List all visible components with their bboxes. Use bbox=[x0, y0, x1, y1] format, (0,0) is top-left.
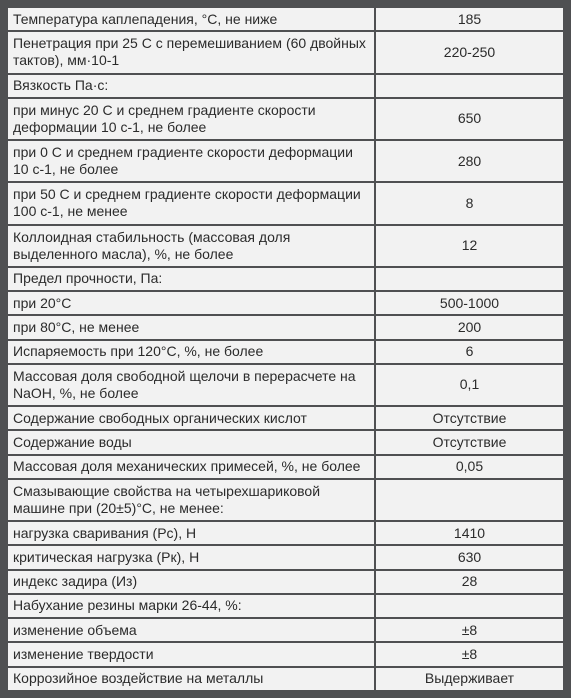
property-value-cell: 8 bbox=[376, 183, 563, 223]
property-name-cell: критическая нагрузка (Рк), Н bbox=[8, 546, 374, 568]
property-name-cell: Испаряемость при 120°С, %, не более bbox=[8, 341, 374, 363]
table-row bbox=[8, 341, 563, 363]
property-value-cell: 1410 bbox=[376, 522, 563, 544]
property-name-cell: Коррозийное воздействие на металлы bbox=[8, 668, 374, 690]
property-value-cell: Отсутствие bbox=[376, 407, 563, 429]
property-value-cell bbox=[376, 268, 563, 290]
table-row bbox=[8, 316, 563, 338]
property-name-cell: Набухание резины марки 26-44, %: bbox=[8, 595, 374, 617]
property-value-cell: Отсутствие bbox=[376, 431, 563, 453]
properties-table bbox=[6, 6, 565, 692]
table-row bbox=[8, 522, 563, 544]
property-name-cell: Вязкость Па·с: bbox=[8, 75, 374, 97]
property-name-cell: Предел прочности, Па: bbox=[8, 268, 374, 290]
table-row bbox=[8, 595, 563, 617]
property-name-cell: при 20°С bbox=[8, 292, 374, 314]
table-row bbox=[8, 480, 563, 520]
property-value-cell: 185 bbox=[376, 8, 563, 30]
property-name-cell: Температура каплепадения, °С, не ниже bbox=[8, 8, 374, 30]
property-value-cell: 500-1000 bbox=[376, 292, 563, 314]
property-name-cell: при 0 С и среднем градиенте скорости деформации 10 с-1, не более bbox=[8, 141, 374, 181]
property-value-cell: 6 bbox=[376, 341, 563, 363]
property-name-cell: при 80°С, не менее bbox=[8, 316, 374, 338]
properties-table-body bbox=[8, 8, 563, 690]
property-name-cell: Содержание воды bbox=[8, 431, 374, 453]
property-name-cell: индекс задира (Из) bbox=[8, 571, 374, 593]
property-value-cell: Выдерживает bbox=[376, 668, 563, 690]
property-value-cell bbox=[376, 480, 563, 520]
property-name-cell: при минус 20 С и среднем градиенте скорости деформации 10 с-1, не более bbox=[8, 99, 374, 139]
property-value-cell: 0,05 bbox=[376, 456, 563, 478]
table-row bbox=[8, 226, 563, 266]
property-value-cell bbox=[376, 75, 563, 97]
property-name-cell: при 50 С и среднем градиенте скорости деформации 100 с-1, не менее bbox=[8, 183, 374, 223]
table-row bbox=[8, 141, 563, 181]
table-row bbox=[8, 365, 563, 405]
property-value-cell: 650 bbox=[376, 99, 563, 139]
property-name-cell: Содержание свободных органических кислот bbox=[8, 407, 374, 429]
property-name-cell: Смазывающие свойства на четырехшариковой машине при (20±5)°С, не менее: bbox=[8, 480, 374, 520]
property-value-cell: 12 bbox=[376, 226, 563, 266]
property-value-cell: 0,1 bbox=[376, 365, 563, 405]
table-row bbox=[8, 8, 563, 30]
table-row bbox=[8, 456, 563, 478]
property-value-cell bbox=[376, 595, 563, 617]
property-value-cell: 280 bbox=[376, 141, 563, 181]
property-value-cell: ±8 bbox=[376, 619, 563, 641]
table-row bbox=[8, 292, 563, 314]
table-row bbox=[8, 668, 563, 690]
property-value-cell: 28 bbox=[376, 571, 563, 593]
property-name-cell: изменение твердости bbox=[8, 643, 374, 665]
property-name-cell: Массовая доля свободной щелочи в перерасчете на NaOH, %, не более bbox=[8, 365, 374, 405]
property-value-cell: 200 bbox=[376, 316, 563, 338]
property-value-cell: 630 bbox=[376, 546, 563, 568]
table-row bbox=[8, 643, 563, 665]
property-value-cell: ±8 bbox=[376, 643, 563, 665]
property-name-cell: Коллоидная стабильность (массовая доля выделенного масла), %, не более bbox=[8, 226, 374, 266]
property-name-cell: Массовая доля механических примесей, %, не более bbox=[8, 456, 374, 478]
table-row bbox=[8, 32, 563, 72]
table-row bbox=[8, 546, 563, 568]
property-name-cell: нагрузка сваривания (Рс), Н bbox=[8, 522, 374, 544]
property-value-cell: 220-250 bbox=[376, 32, 563, 72]
table-row bbox=[8, 407, 563, 429]
table-row bbox=[8, 268, 563, 290]
table-row bbox=[8, 431, 563, 453]
table-row bbox=[8, 99, 563, 139]
property-name-cell: Пенетрация при 25 С с перемешиванием (60 двойных тактов), мм·10-1 bbox=[8, 32, 374, 72]
property-name-cell: изменение объема bbox=[8, 619, 374, 641]
table-row bbox=[8, 183, 563, 223]
table-row bbox=[8, 75, 563, 97]
table-row bbox=[8, 619, 563, 641]
table-row bbox=[8, 571, 563, 593]
